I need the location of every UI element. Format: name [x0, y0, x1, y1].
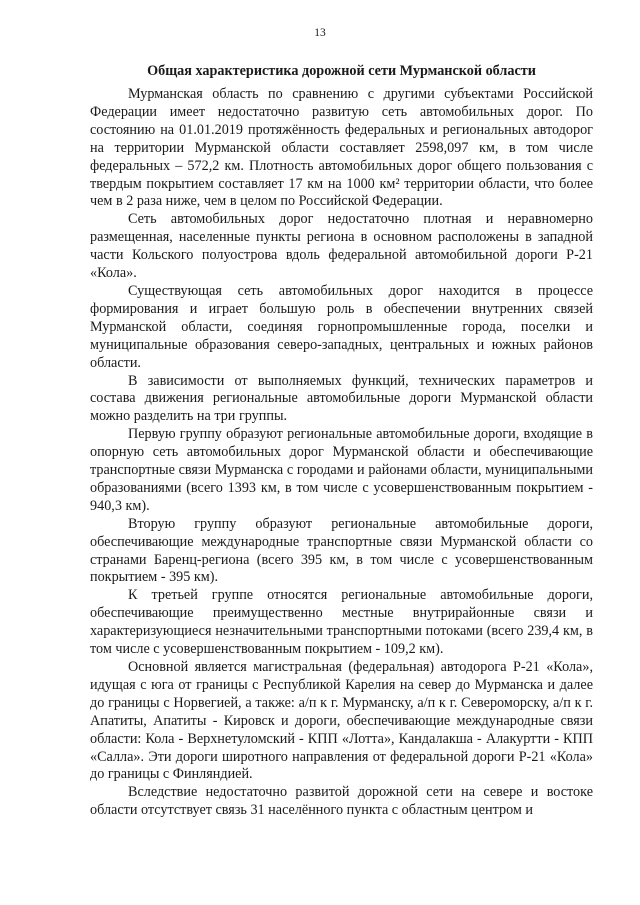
paragraph: В зависимости от выполняемых функций, технических параметров и состава движения региональные автомобильные дороги Мурманской области можно разделить на три группы. [90, 372, 593, 425]
paragraph: Сеть автомобильных дорог недостаточно плотная и неравномерно размещенная, населенные пункты региона в основном расположены в западной части Кольского полуострова вдоль федеральной автомобильной дороги Р-21 «Кола». [90, 211, 593, 282]
document-body [90, 86, 593, 820]
paragraph: К третьей группе относятся региональные автомобильные дороги, обеспечивающие преимущественно местные внутрирайонные связи и характеризующиеся незначительными транспортными потоками (всего 239,4 км, в том числе с усовершенствованным покрытием - 109,2 км). [90, 587, 593, 658]
paragraph: Основной является магистральная (федеральная) автодорога Р-21 «Кола», идущая с юга от границы с Республикой Карелия на север до Мурманска и далее до границы с Норвегией, а также: а/п к г. Мурманску, а/п к г. Североморску, а/п к г. Апатиты, Апатиты - Кировск и дороги, обеспечивающие международные связи области: Кола - Верхнетуломский - КПП «Лотта», Кандалакша - Алакуртти - КПП «Салла». Эти дороги широтного направления от федеральной дороги Р-21 «Кола» до границы с Финляндией. [90, 659, 593, 783]
paragraph: Вследствие недостаточно развитой дорожной сети на севере и востоке области отсутствует связь 31 населённого пункта с областным центром и [90, 784, 593, 819]
paragraph: Мурманская область по сравнению с другими субъектами Российской Федерации имеет недостаточно развитую сеть автомобильных дорог. По состоянию на 01.01.2019 протяжённость федеральных и региональных автодорог на территории Мурманской области составляет 2598,097 км, в том числе федеральных – 572,2 км. Плотность автомобильных дорог общего пользования с твердым покрытием составляет 17 км на 1000 км² территории области, что более чем в 2 раза ниже, чем в целом по Российской Федерации. [90, 86, 593, 210]
document-title: Общая характеристика дорожной сети Мурманской области [147, 63, 536, 79]
paragraph: Первую группу образуют региональные автомобильные дороги, входящие в опорную сеть автомобильных дорог Мурманской области и обеспечивающие транспортные связи Мурманска с городами и районами области, муниципальными образованиями (всего 1393 км, в том числе с усовершенствованным покрытием - 940,3 км). [90, 426, 593, 514]
paragraph: Существующая сеть автомобильных дорог находится в процессе формирования и играет большую роль в обеспечении внутренних связей Мурманской области, соединяя горнопромышленные города, поселки и муниципальные образования северо-западных, центральных и южных районов области. [90, 282, 593, 371]
paragraph: Вторую группу образуют региональные автомобильные дороги, обеспечивающие международные транспортные связи Мурманской области со странами Баренц-региона (всего 395 км, в том числе с усовершенствованным покрытием - 395 км). [90, 515, 593, 586]
page-number: 13 [314, 27, 326, 39]
